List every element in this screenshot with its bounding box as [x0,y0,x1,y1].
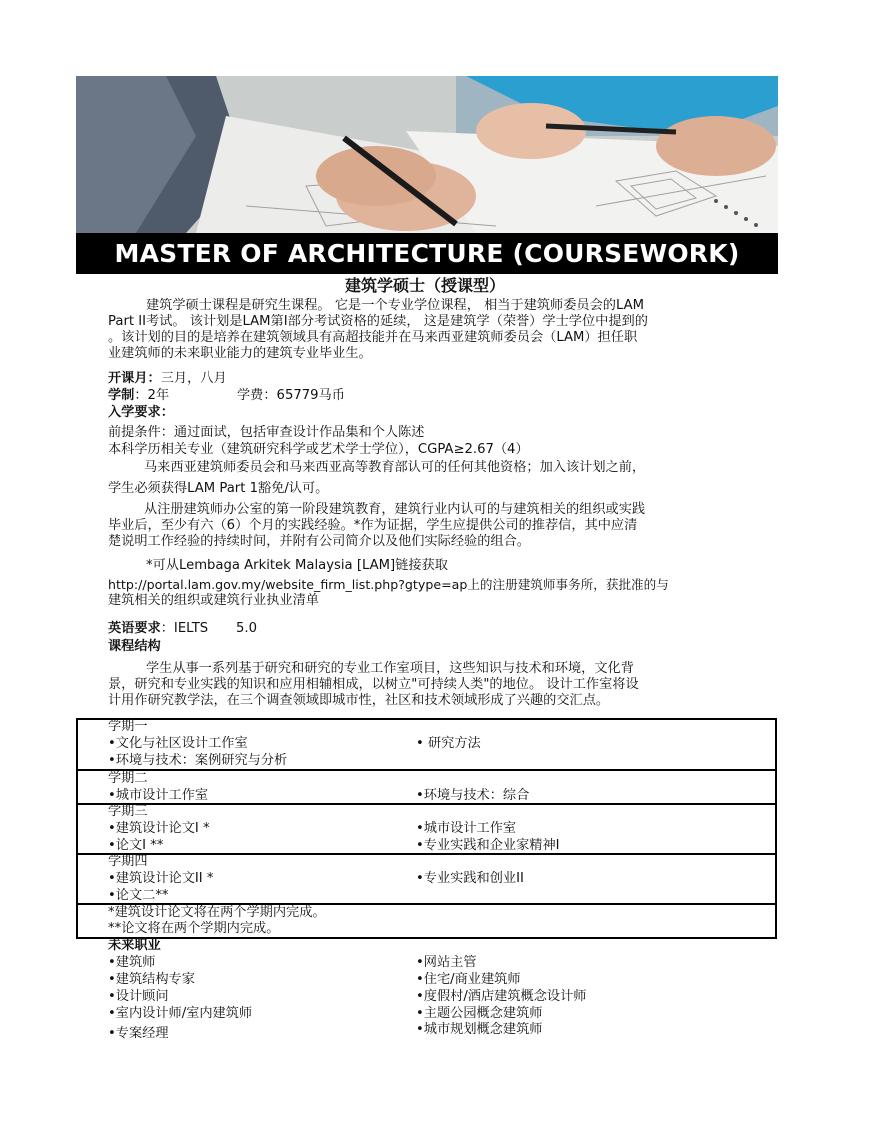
career-item: •专案经理 [108,1026,169,1041]
intro-line: 业建筑师的未来职业能力的建筑专业毕业生。 [108,346,372,361]
entry-line: 马来西亚建筑师委员会和马来西亚高等教育部认可的任何其他资格；加入该计划之前， [144,460,646,475]
entry-line: 毕业后，至少有六（6）个月的实践经验。*作为证据，学生应提供公司的推荐信，其中应清 [108,518,638,533]
english-label: 英语要求 [108,621,161,636]
fee-text: 学费：65779马币 [237,388,345,403]
entry-line: 楚说明工作经验的持续时间，并附有公司简介以及他们实际经验的组合。 [108,534,530,549]
structure-heading: 课程结构 [108,639,161,654]
course-item: •环境与技术：案例研究与分析 [108,753,288,768]
banner-title: MASTER OF ARCHITECTURE (COURSEWORK) [76,233,778,274]
semester-title: 学期三 [108,804,148,819]
intro-line: 建筑学硕士课程是研究生课程。 它是一个专业学位课程， 相当于建筑师委员会的LAM [146,298,644,313]
career-item: •住宅/商业建筑师 [416,972,521,987]
career-item: •度假村/酒店建筑概念设计师 [416,989,587,1004]
semester-title: 学期四 [108,854,148,869]
structure-line: 学生从事一系列基于研究和研究的专业工作室项目，这些知识与技术和环境，文化背 [146,661,634,676]
course-item: •建筑设计论文II * [108,871,214,886]
intake-value: 三月，八月 [160,371,227,386]
entry-line: *可从Lembaga Arkitek Malaysia [LAM]链接获取 [146,558,448,573]
career-item: •设计顾问 [108,989,169,1004]
course-item: •文化与社区设计工作室 [108,736,248,751]
career-item: •建筑师 [108,955,156,970]
course-item: •专业实践和企业家精神I [416,838,560,853]
hero-photo [76,76,778,233]
course-item: •论文I ** [108,838,164,853]
semester-title: 学期一 [108,719,148,734]
structure-line: 景，研究和专业实践的知识和应用相辅相成，以树立"可持续人类"的地位。 设计工作室将设 [108,677,639,692]
course-item: • 研究方法 [416,736,481,751]
structure-line: 计用作研究教学法，在三个调查领域即城市性，社区和技术领域形成了兴趣的交汇点。 [108,693,610,708]
page-subtitle: 建筑学硕士（授课型） [344,276,505,295]
entry-heading: 入学要求： [108,405,174,420]
entry-line: 建筑相关的组织或建筑行业执业清单 [108,593,319,608]
course-item: •论文二** [108,888,169,903]
career-item: •室内设计师/室内建筑师 [108,1006,253,1021]
duration-label: 学制 [108,388,135,403]
entry-line: 本科学历相关专业（建筑研究科学或艺术学士学位），CGPA≥2.67（4） [108,442,529,457]
career-item: •网站主管 [416,955,477,970]
career-item: •城市规划概念建筑师 [416,1022,543,1037]
note-line: **论文将在两个学期内完成。 [108,921,280,936]
course-item: •城市设计工作室 [416,821,517,836]
course-item: •城市设计工作室 [108,788,209,803]
entry-line: 从注册建筑师办公室的第一阶段建筑教育，建筑行业内认可的与建筑相关的组织或实践 [144,502,646,517]
english-value: ：IELTS [160,621,209,636]
architects-drawing-illustration [76,76,778,233]
portal-link[interactable]: http://portal.lam.gov.my/website_firm_list.php?gtype=ap上的注册建筑师事务所，获批准的与 [108,577,669,592]
course-item: •建筑设计论文I * [108,821,210,836]
intake-label: 开课月： [108,371,161,386]
english-row [108,621,208,637]
intro-line: Part II考试。 该计划是LAM第I部分考试资格的延续， 这是建筑学（荣誉）学士学位中提到的 [108,314,648,329]
duration-value: ：2年 [134,388,170,403]
career-item: •建筑结构专家 [108,972,195,987]
course-item: •专业实践和创业II [416,871,524,886]
entry-line: 前提条件：通过面试，包括审查设计作品集和个人陈述 [108,425,425,440]
note-line: *建筑设计论文将在两个学期内完成。 [108,905,326,920]
ielts-score: 5.0 [236,621,257,636]
course-item: •环境与技术：综合 [416,788,530,803]
intake-row [108,371,227,387]
entry-line: 学生必须获得LAM Part 1豁免/认可。 [108,481,329,496]
semester-title: 学期二 [108,771,148,786]
duration-row [108,388,169,404]
career-item: •主题公园概念建筑师 [416,1006,543,1021]
careers-heading: 未来职业 [108,938,161,953]
intro-line: 。该计划的目的是培养在建筑领域具有高超技能并在马来西亚建筑师委员会（LAM）担任职 [108,330,638,345]
